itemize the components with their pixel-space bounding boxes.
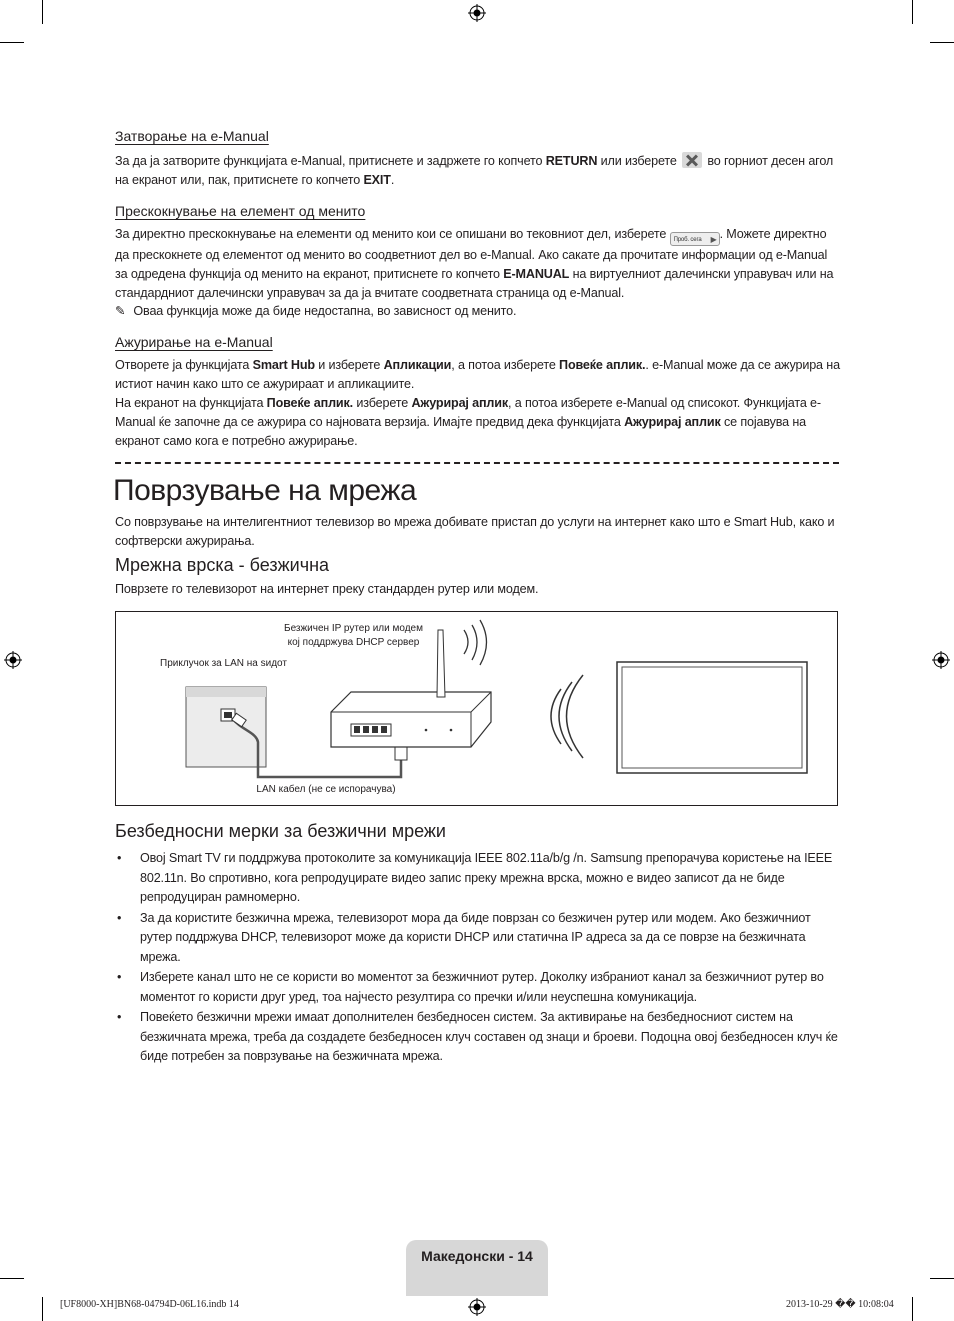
page-number-box	[406, 1240, 548, 1296]
registration-mark-icon	[4, 651, 22, 669]
update-emanual-heading: Ажурирање на e-Manual	[115, 334, 273, 350]
security-bullet-list	[115, 849, 840, 1068]
security-heading: Безбедносни мерки за безжични мрежи	[115, 821, 446, 841]
bullet-dot: •	[117, 851, 122, 865]
wall-jack-label: Приклучок за LAN на ѕидот	[160, 658, 287, 669]
crop-mark	[912, 1297, 913, 1321]
lan-cable-label: LAN кабел (не се испорачува)	[256, 784, 396, 795]
crop-mark	[930, 42, 954, 43]
list-item: • Повеќето безжични мрежи имаат дополнителен безбедносен систем. За активирање на безбедносниот систем на безжичната мрежа, треба да создадете безбедносен клуч составен од знаци и броеви. Подоцна овој безбедносен клуч ќе биде потребен за поврзување на безжичната мрежа.	[117, 1010, 838, 1063]
crop-mark	[42, 0, 43, 24]
section-divider	[115, 462, 839, 464]
router-label-2: кој поддржува DHCP сервер	[287, 637, 420, 648]
skip-menu-note: ✎ Оваа функција може да биде недостапна, во зависност од менито.	[115, 304, 517, 318]
crop-mark	[912, 0, 913, 24]
footer-timestamp: 2013-10-29 �� 10:08:04	[786, 1299, 894, 1310]
list-item: • За да користите безжична мрежа, телевизорот мора да биде поврзан со безжичен рутер или модем. Ако безжичниот рутер поддржува DHCP, телевизорот може да користи DHCP или статична IP адреса за да се поврзе на безжичната мрежа.	[117, 910, 811, 964]
crop-mark	[930, 1278, 954, 1279]
diagram-illustration	[116, 612, 837, 805]
bullet-dot: •	[117, 910, 122, 925]
router-label-1: Безжичен IP рутер или модем	[284, 623, 423, 634]
registration-mark-icon	[468, 4, 486, 22]
note-pencil-icon: ✎	[115, 304, 126, 318]
page-title: Поврзување на мрежа	[113, 474, 417, 507]
crop-mark	[42, 1297, 43, 1321]
registration-mark-icon	[468, 1298, 486, 1316]
network-intro: Со поврзување на интелигентниот телевизор во мрежа добивате пристап до услуги на интернет како што е Smart Hub, како и софтверски ажурирања.	[115, 515, 835, 548]
list-item: • Овој Smart TV ги поддржува протоколите за комуникација IEEE 802.11a/b/g /n. Samsung препорачува користење на IEEE 802.11n. Во спротивно, кога репродуцирате видео запис преку мрежна врска, можно е видео записот да не биде репродуциран рамномерно.	[117, 851, 833, 904]
crop-mark	[0, 1278, 24, 1279]
close-icon	[682, 152, 702, 168]
wireless-connection-diagram	[115, 611, 838, 806]
skip-menu-text: За директно прескокнување на елементи од менито кои се опишани во тековниот дел, изберете Проб. сега ▶ . Можете директно да прескокнете од елементот од менито во соодветниот дел во e-Manual. Ако сакате да прочитате информации од e-Manual за одредена функција од менито на екранот, притиснете го копчето E-MANUAL на виртуелниот далечински управувач или на стандардниот далечински управувач за да ја вчитате соодветната страница од e-Manual.	[115, 225, 840, 303]
skip-menu-heading: Прескокнување на елемент од менито	[115, 203, 366, 219]
update-emanual-text-1: Отворете ја функцијата Smart Hub и изберете Апликации, а потоа изберете Повеќе аплик.. e-Manual може да се ажурира на истиот начин како што се ажурираат и апликациите.	[115, 358, 840, 391]
update-emanual-text-2: На екранот на функцијата Повеќе аплик. изберете Ажурирај аплик, а потоа изберете e-Manual од списокот. Функцијата e-Manual ќе започне да се ажурира со најновата верзија. Имајте предвид дека функцијата Ажурирај аплик се појавува на екранот само кога е потребно ажурирање.	[115, 396, 821, 448]
bullet-dot: •	[117, 970, 122, 984]
list-item: • Изберете канал што не се користи во моментот за безжичниот рутер. Доколку избраниот канал за безжичниот рутер во моментот го користи друг уред, тоа најчесто резултира со пречки и/или неуспешна комуникација.	[117, 970, 824, 1004]
bullet-dot: •	[117, 1010, 122, 1024]
close-emanual-text: За да ја затворите функцијата e-Manual, притиснете и задржете го копчето RETURN или изберете во горниот десен агол на екранот или, пак, притиснете го копчето EXIT.	[115, 154, 834, 187]
wireless-heading: Мрежна врска - безжична	[115, 555, 330, 575]
close-emanual-heading: Затворање на e-Manual	[115, 128, 269, 144]
crop-mark	[0, 42, 24, 43]
page-number: Македонски - 14	[421, 1248, 533, 1264]
wireless-text: Поврзете го телевизорот на интернет преку стандарден рутер или модем.	[115, 582, 539, 596]
registration-mark-icon	[932, 651, 950, 669]
footer-file-info: [UF8000-XH]BN68-04794D-06L16.indb 14	[60, 1299, 239, 1310]
try-now-button: Проб. сега ▶	[670, 232, 720, 246]
